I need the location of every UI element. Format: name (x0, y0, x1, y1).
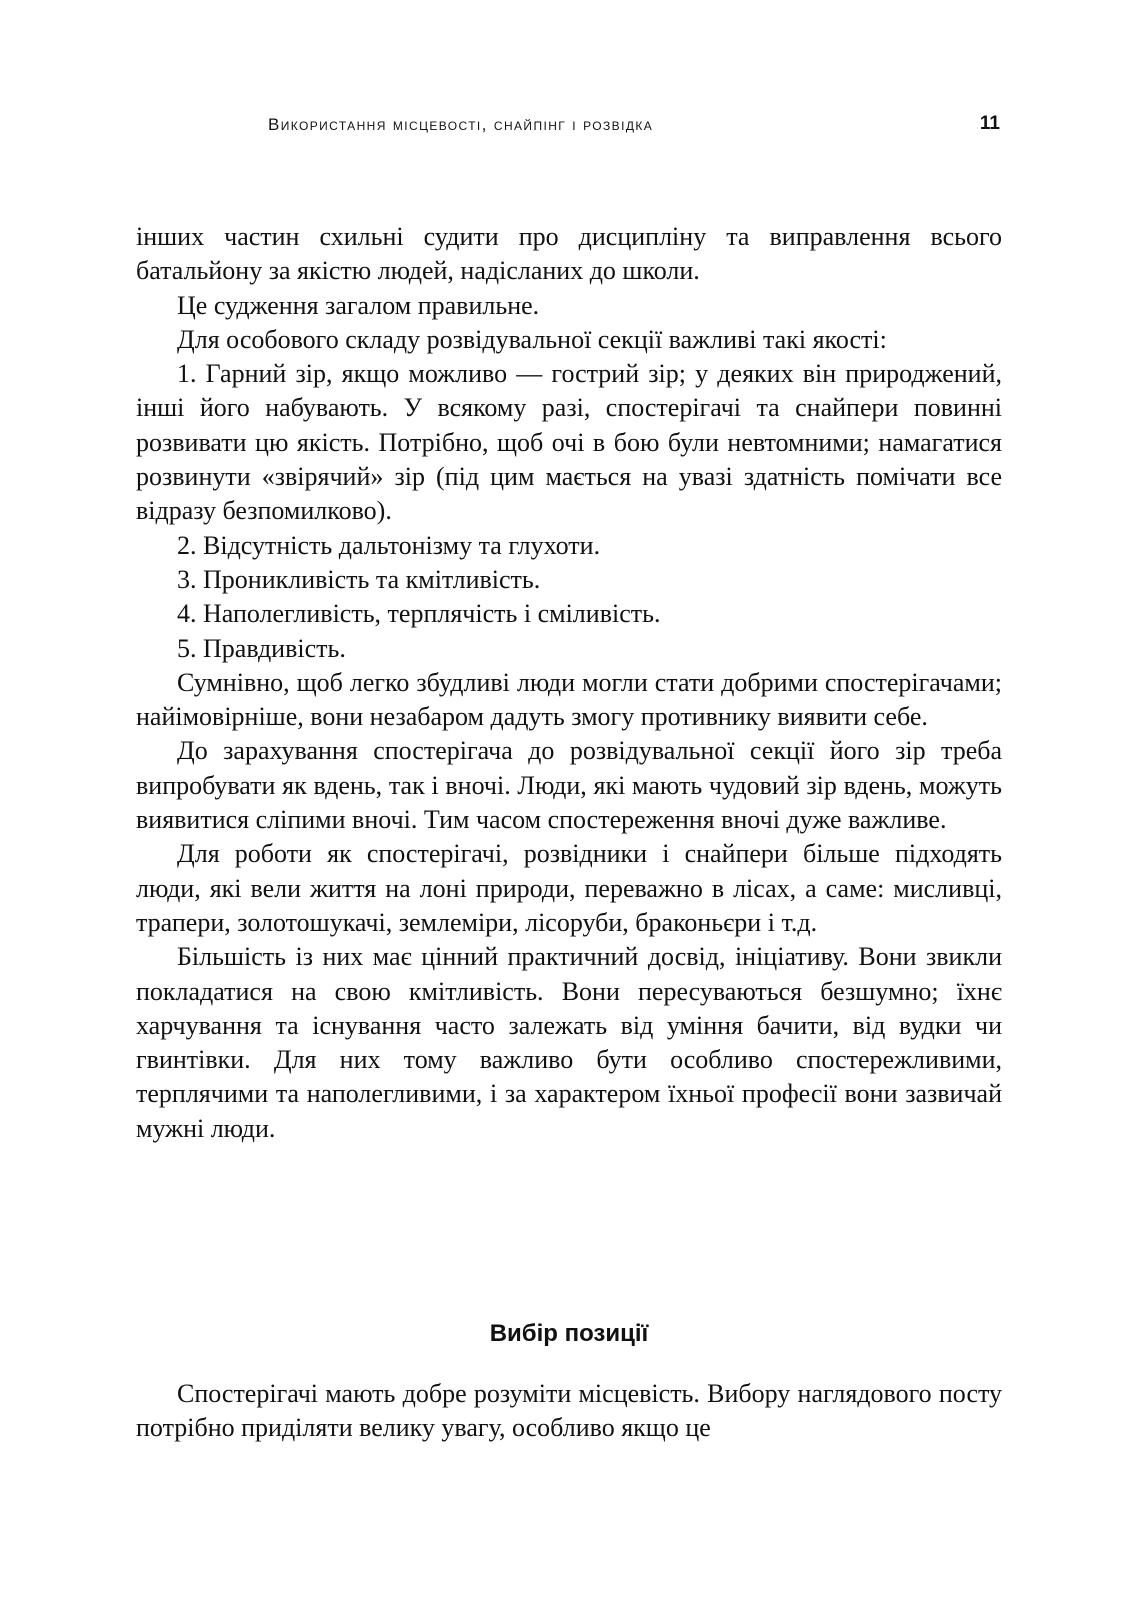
page-number: 11 (979, 113, 1000, 134)
section-text (136, 1377, 1002, 1446)
running-head (240, 113, 1000, 143)
list-item: 2. Відсутність дальтонізму та глухоти. (177, 530, 601, 560)
main-text (136, 220, 1002, 1146)
paragraph: Для роботи як спостерігачі, розвідники і снайпери більше підходять люди, які вели життя на лоні природи, переважно в лісах, а саме: мисливці, трапери, золотошукачі, землеміри, лісоруби, браконьєри і т.д. (136, 839, 1002, 937)
paragraph: Сумнівно, щоб легко збудливі люди могли стати добрими спостерігачами; найімовірніше, вони незабаром дадуть змогу противнику виявити себе. (136, 667, 1002, 732)
running-title: Використання місцевості, снайпінг і розвідка (268, 115, 654, 134)
paragraph: До зарахування спостерігача до розвідувальної секції його зір треба випробувати як вдень, так і вночі. Люди, які мають чудовий зір вдень, можуть виявитися сліпими вночі. Тим часом спостереження вночі дуже важливе. (136, 736, 1002, 835)
paragraph: інших частин схильні судити про дисципліну та виправлення всього батальйону за якістю людей, надісланих до школи. (136, 222, 1002, 286)
list-item: 3. Проникливість та кмітливість. (177, 564, 541, 594)
paragraph: Спостерігачі мають добре розуміти місцевість. Вибору наглядового посту потрібно приділяти велику увагу, особливо якщо це (136, 1379, 1002, 1443)
list-item: 5. Правдивість. (177, 633, 346, 663)
list-item: 4. Наполегливість, терплячість і сміливість. (177, 599, 661, 629)
paragraph: Для особового складу розвідувальної секції важливі такі якості: (177, 324, 887, 354)
list-item: 1. Гарний зір, якщо можливо — гострий зір; у деяких він природжений, інші його набувають. У всякому разі, спостерігачі та снайпери повинні розвивати цю якість. Потрібно, щоб очі в бою були невтомними; намагатися розвинути «звірячий» зір (під цим мається на увазі здатність помічати все відразу безпомилково). (136, 359, 1002, 526)
paragraph: Більшість із них має цінний практичний досвід, ініціативу. Вони звикли покладатися на свою кмітливість. Вони пересуваються безшумно; їхнє харчування та існування часто залежать від уміння бачити, від вудки чи гвинтівки. Для них тому важливо бути особливо спостережливими, терплячими та наполегливими, і за характером їхньої професії вони зазвичай мужні люди. (136, 942, 1002, 1143)
paragraph: Це судження загалом правильне. (177, 290, 540, 320)
section-heading: Вибір позиції (489, 1320, 649, 1347)
